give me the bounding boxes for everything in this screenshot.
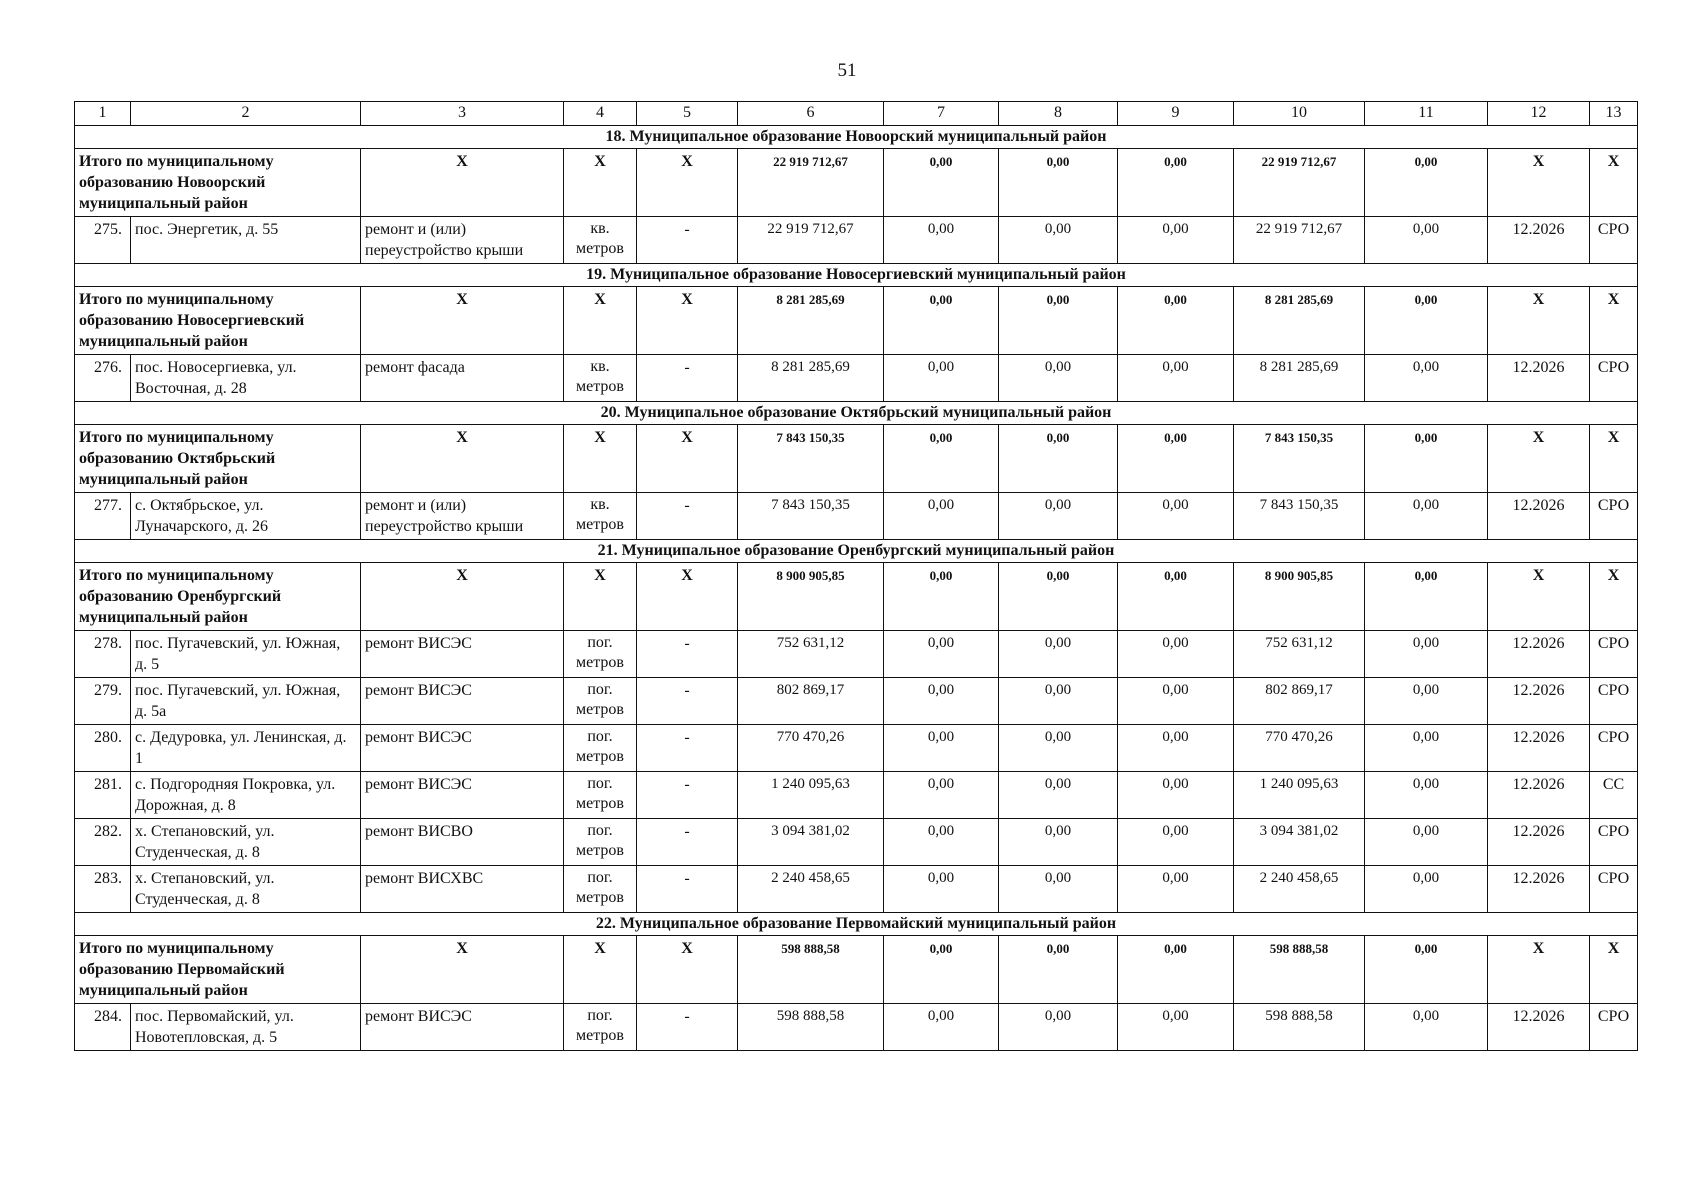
row-col-8: 0,00 bbox=[999, 866, 1118, 913]
total-quantity: X bbox=[637, 563, 738, 631]
total-col-11: 0,00 bbox=[1365, 936, 1488, 1004]
row-address: пос. Пугачевский, ул. Южная, д. 5 bbox=[131, 631, 361, 678]
column-number-13: 13 bbox=[1590, 102, 1638, 126]
row-col-9: 0,00 bbox=[1118, 631, 1234, 678]
row-number: 279. bbox=[75, 678, 131, 725]
row-number: 280. bbox=[75, 725, 131, 772]
section-total-row bbox=[75, 563, 1638, 631]
row-quantity: - bbox=[637, 493, 738, 540]
row-method: СРО bbox=[1590, 631, 1638, 678]
section-title-row bbox=[75, 913, 1638, 936]
row-col-10: 770 470,26 bbox=[1234, 725, 1365, 772]
total-col-8: 0,00 bbox=[999, 936, 1118, 1004]
row-quantity: - bbox=[637, 1004, 738, 1051]
row-col-7: 0,00 bbox=[884, 866, 999, 913]
row-col-11: 0,00 bbox=[1365, 355, 1488, 402]
total-col-10: 8 900 905,85 bbox=[1234, 563, 1365, 631]
row-method: СРО bbox=[1590, 493, 1638, 540]
row-col-8: 0,00 bbox=[999, 819, 1118, 866]
total-col-9: 0,00 bbox=[1118, 287, 1234, 355]
row-col-9: 0,00 bbox=[1118, 1004, 1234, 1051]
row-quantity: - bbox=[637, 217, 738, 264]
row-method: СРО bbox=[1590, 866, 1638, 913]
total-method: X bbox=[1590, 149, 1638, 217]
total-work-type: X bbox=[361, 149, 564, 217]
row-cost: 8 281 285,69 bbox=[738, 355, 884, 402]
total-col-9: 0,00 bbox=[1118, 936, 1234, 1004]
column-number-6: 6 bbox=[738, 102, 884, 126]
table-row bbox=[75, 355, 1638, 402]
section-title: 19. Муниципальное образование Новосергиевский муниципальный район bbox=[75, 264, 1638, 287]
row-col-7: 0,00 bbox=[884, 1004, 999, 1051]
column-number-7: 7 bbox=[884, 102, 999, 126]
total-work-type: X bbox=[361, 563, 564, 631]
row-col-8: 0,00 bbox=[999, 217, 1118, 264]
row-method: СРО bbox=[1590, 1004, 1638, 1051]
row-unit: пог. метров bbox=[564, 772, 637, 819]
total-col-7: 0,00 bbox=[884, 149, 999, 217]
row-col-11: 0,00 bbox=[1365, 866, 1488, 913]
total-date: X bbox=[1488, 287, 1590, 355]
row-address: х. Степановский, ул. Студенческая, д. 8 bbox=[131, 819, 361, 866]
section-title: 22. Муниципальное образование Первомайский муниципальный район bbox=[75, 913, 1638, 936]
total-label: Итого по муниципальному образованию Новоорский муниципальный район bbox=[75, 149, 361, 217]
column-number-10: 10 bbox=[1234, 102, 1365, 126]
row-col-7: 0,00 bbox=[884, 355, 999, 402]
row-completion-date: 12.2026 bbox=[1488, 217, 1590, 264]
row-col-11: 0,00 bbox=[1365, 493, 1488, 540]
row-col-10: 7 843 150,35 bbox=[1234, 493, 1365, 540]
row-completion-date: 12.2026 bbox=[1488, 355, 1590, 402]
row-quantity: - bbox=[637, 678, 738, 725]
total-col-8: 0,00 bbox=[999, 425, 1118, 493]
section-total-row bbox=[75, 149, 1638, 217]
row-work-type: ремонт и (или) переустройство крыши bbox=[361, 217, 564, 264]
row-unit: пог. метров bbox=[564, 725, 637, 772]
row-completion-date: 12.2026 bbox=[1488, 1004, 1590, 1051]
row-col-8: 0,00 bbox=[999, 493, 1118, 540]
column-number-4: 4 bbox=[564, 102, 637, 126]
table-row bbox=[75, 866, 1638, 913]
row-unit: пог. метров bbox=[564, 819, 637, 866]
row-quantity: - bbox=[637, 819, 738, 866]
row-number: 283. bbox=[75, 866, 131, 913]
row-col-7: 0,00 bbox=[884, 493, 999, 540]
row-unit: пог. метров bbox=[564, 866, 637, 913]
total-col-8: 0,00 bbox=[999, 287, 1118, 355]
row-cost: 2 240 458,65 bbox=[738, 866, 884, 913]
table-row bbox=[75, 493, 1638, 540]
row-col-7: 0,00 bbox=[884, 819, 999, 866]
table-row bbox=[75, 217, 1638, 264]
total-work-type: X bbox=[361, 425, 564, 493]
total-col-9: 0,00 bbox=[1118, 149, 1234, 217]
total-col-10: 7 843 150,35 bbox=[1234, 425, 1365, 493]
row-completion-date: 12.2026 bbox=[1488, 493, 1590, 540]
row-col-7: 0,00 bbox=[884, 631, 999, 678]
row-method: СРО bbox=[1590, 678, 1638, 725]
column-number-3: 3 bbox=[361, 102, 564, 126]
row-address: х. Степановский, ул. Студенческая, д. 8 bbox=[131, 866, 361, 913]
total-work-type: X bbox=[361, 936, 564, 1004]
row-col-8: 0,00 bbox=[999, 772, 1118, 819]
row-work-type: ремонт ВИСХВС bbox=[361, 866, 564, 913]
section-total-row bbox=[75, 425, 1638, 493]
row-cost: 22 919 712,67 bbox=[738, 217, 884, 264]
table-row bbox=[75, 819, 1638, 866]
row-col-11: 0,00 bbox=[1365, 631, 1488, 678]
row-address: пос. Пугачевский, ул. Южная, д. 5а bbox=[131, 678, 361, 725]
row-cost: 802 869,17 bbox=[738, 678, 884, 725]
capital-repair-table bbox=[74, 101, 1638, 1051]
total-method: X bbox=[1590, 287, 1638, 355]
total-unit: X bbox=[564, 425, 637, 493]
column-number-9: 9 bbox=[1118, 102, 1234, 126]
row-address: пос. Энергетик, д. 55 bbox=[131, 217, 361, 264]
total-unit: X bbox=[564, 563, 637, 631]
total-cost: 8 900 905,85 bbox=[738, 563, 884, 631]
total-col-7: 0,00 bbox=[884, 563, 999, 631]
column-number-5: 5 bbox=[637, 102, 738, 126]
section-title-row bbox=[75, 540, 1638, 563]
table-row bbox=[75, 725, 1638, 772]
column-number-8: 8 bbox=[999, 102, 1118, 126]
total-quantity: X bbox=[637, 149, 738, 217]
row-col-7: 0,00 bbox=[884, 772, 999, 819]
row-col-10: 2 240 458,65 bbox=[1234, 866, 1365, 913]
row-unit: пог. метров bbox=[564, 631, 637, 678]
total-label: Итого по муниципальному образованию Новосергиевский муниципальный район bbox=[75, 287, 361, 355]
row-col-9: 0,00 bbox=[1118, 725, 1234, 772]
total-date: X bbox=[1488, 936, 1590, 1004]
row-col-9: 0,00 bbox=[1118, 355, 1234, 402]
section-title: 21. Муниципальное образование Оренбургский муниципальный район bbox=[75, 540, 1638, 563]
row-number: 275. bbox=[75, 217, 131, 264]
total-cost: 22 919 712,67 bbox=[738, 149, 884, 217]
row-work-type: ремонт ВИСЭС bbox=[361, 678, 564, 725]
column-number-12: 12 bbox=[1488, 102, 1590, 126]
total-col-9: 0,00 bbox=[1118, 425, 1234, 493]
total-work-type: X bbox=[361, 287, 564, 355]
row-completion-date: 12.2026 bbox=[1488, 819, 1590, 866]
row-method: СРО bbox=[1590, 217, 1638, 264]
total-date: X bbox=[1488, 563, 1590, 631]
row-completion-date: 12.2026 bbox=[1488, 725, 1590, 772]
total-col-11: 0,00 bbox=[1365, 287, 1488, 355]
row-quantity: - bbox=[637, 866, 738, 913]
row-method: СРО bbox=[1590, 819, 1638, 866]
row-completion-date: 12.2026 bbox=[1488, 678, 1590, 725]
row-unit: кв. метров bbox=[564, 493, 637, 540]
table-row bbox=[75, 678, 1638, 725]
row-unit: кв. метров bbox=[564, 355, 637, 402]
row-quantity: - bbox=[637, 772, 738, 819]
row-address: с. Подгородняя Покровка, ул. Дорожная, д. 8 bbox=[131, 772, 361, 819]
column-number-2: 2 bbox=[131, 102, 361, 126]
row-cost: 7 843 150,35 bbox=[738, 493, 884, 540]
row-quantity: - bbox=[637, 631, 738, 678]
row-completion-date: 12.2026 bbox=[1488, 631, 1590, 678]
row-col-10: 802 869,17 bbox=[1234, 678, 1365, 725]
total-col-11: 0,00 bbox=[1365, 563, 1488, 631]
row-col-11: 0,00 bbox=[1365, 217, 1488, 264]
total-label: Итого по муниципальному образованию Октябрьский муниципальный район bbox=[75, 425, 361, 493]
table-row bbox=[75, 631, 1638, 678]
row-col-10: 598 888,58 bbox=[1234, 1004, 1365, 1051]
row-number: 282. bbox=[75, 819, 131, 866]
row-work-type: ремонт и (или) переустройство крыши bbox=[361, 493, 564, 540]
row-cost: 752 631,12 bbox=[738, 631, 884, 678]
total-col-11: 0,00 bbox=[1365, 149, 1488, 217]
row-work-type: ремонт ВИСВО bbox=[361, 819, 564, 866]
total-cost: 598 888,58 bbox=[738, 936, 884, 1004]
row-number: 278. bbox=[75, 631, 131, 678]
row-cost: 3 094 381,02 bbox=[738, 819, 884, 866]
total-col-10: 598 888,58 bbox=[1234, 936, 1365, 1004]
row-quantity: - bbox=[637, 725, 738, 772]
row-col-8: 0,00 bbox=[999, 678, 1118, 725]
column-number-11: 11 bbox=[1365, 102, 1488, 126]
total-quantity: X bbox=[637, 425, 738, 493]
row-cost: 770 470,26 bbox=[738, 725, 884, 772]
total-method: X bbox=[1590, 563, 1638, 631]
row-completion-date: 12.2026 bbox=[1488, 772, 1590, 819]
total-col-7: 0,00 bbox=[884, 287, 999, 355]
row-col-10: 752 631,12 bbox=[1234, 631, 1365, 678]
page-number: 51 bbox=[837, 60, 857, 81]
row-work-type: ремонт ВИСЭС bbox=[361, 631, 564, 678]
row-work-type: ремонт ВИСЭС bbox=[361, 1004, 564, 1051]
total-col-7: 0,00 bbox=[884, 425, 999, 493]
section-total-row bbox=[75, 287, 1638, 355]
row-unit: пог. метров bbox=[564, 678, 637, 725]
row-unit: кв. метров bbox=[564, 217, 637, 264]
row-col-9: 0,00 bbox=[1118, 493, 1234, 540]
total-quantity: X bbox=[637, 936, 738, 1004]
total-method: X bbox=[1590, 425, 1638, 493]
row-col-10: 3 094 381,02 bbox=[1234, 819, 1365, 866]
row-method: СС bbox=[1590, 772, 1638, 819]
table-row bbox=[75, 1004, 1638, 1051]
row-col-11: 0,00 bbox=[1365, 725, 1488, 772]
total-date: X bbox=[1488, 425, 1590, 493]
total-unit: X bbox=[564, 149, 637, 217]
row-work-type: ремонт фасада bbox=[361, 355, 564, 402]
row-col-9: 0,00 bbox=[1118, 217, 1234, 264]
row-col-8: 0,00 bbox=[999, 1004, 1118, 1051]
row-cost: 598 888,58 bbox=[738, 1004, 884, 1051]
total-cost: 8 281 285,69 bbox=[738, 287, 884, 355]
row-address: с. Октябрьское, ул. Луначарского, д. 26 bbox=[131, 493, 361, 540]
total-method: X bbox=[1590, 936, 1638, 1004]
row-col-9: 0,00 bbox=[1118, 772, 1234, 819]
row-col-7: 0,00 bbox=[884, 678, 999, 725]
total-col-9: 0,00 bbox=[1118, 563, 1234, 631]
section-title-row bbox=[75, 402, 1638, 425]
row-number: 281. bbox=[75, 772, 131, 819]
row-col-9: 0,00 bbox=[1118, 678, 1234, 725]
row-col-11: 0,00 bbox=[1365, 772, 1488, 819]
section-title: 18. Муниципальное образование Новоорский муниципальный район bbox=[75, 126, 1638, 149]
row-method: СРО bbox=[1590, 725, 1638, 772]
row-col-7: 0,00 bbox=[884, 725, 999, 772]
row-col-10: 22 919 712,67 bbox=[1234, 217, 1365, 264]
total-col-8: 0,00 bbox=[999, 563, 1118, 631]
row-cost: 1 240 095,63 bbox=[738, 772, 884, 819]
row-method: СРО bbox=[1590, 355, 1638, 402]
row-col-8: 0,00 bbox=[999, 631, 1118, 678]
total-col-11: 0,00 bbox=[1365, 425, 1488, 493]
total-cost: 7 843 150,35 bbox=[738, 425, 884, 493]
row-work-type: ремонт ВИСЭС bbox=[361, 725, 564, 772]
row-col-10: 8 281 285,69 bbox=[1234, 355, 1365, 402]
row-col-9: 0,00 bbox=[1118, 819, 1234, 866]
row-address: с. Дедуровка, ул. Ленинская, д. 1 bbox=[131, 725, 361, 772]
total-date: X bbox=[1488, 149, 1590, 217]
section-title-row bbox=[75, 126, 1638, 149]
total-col-8: 0,00 bbox=[999, 149, 1118, 217]
row-unit: пог. метров bbox=[564, 1004, 637, 1051]
section-title: 20. Муниципальное образование Октябрьский муниципальный район bbox=[75, 402, 1638, 425]
row-number: 284. bbox=[75, 1004, 131, 1051]
total-label: Итого по муниципальному образованию Оренбургский муниципальный район bbox=[75, 563, 361, 631]
column-number-1: 1 bbox=[75, 102, 131, 126]
total-col-10: 22 919 712,67 bbox=[1234, 149, 1365, 217]
row-completion-date: 12.2026 bbox=[1488, 866, 1590, 913]
row-col-8: 0,00 bbox=[999, 355, 1118, 402]
row-col-11: 0,00 bbox=[1365, 819, 1488, 866]
row-col-8: 0,00 bbox=[999, 725, 1118, 772]
row-quantity: - bbox=[637, 355, 738, 402]
row-address: пос. Новосергиевка, ул. Восточная, д. 28 bbox=[131, 355, 361, 402]
section-title-row bbox=[75, 264, 1638, 287]
row-address: пос. Первомайский, ул. Новотепловская, д. 5 bbox=[131, 1004, 361, 1051]
total-col-7: 0,00 bbox=[884, 936, 999, 1004]
row-number: 277. bbox=[75, 493, 131, 540]
row-col-11: 0,00 bbox=[1365, 678, 1488, 725]
row-work-type: ремонт ВИСЭС bbox=[361, 772, 564, 819]
table-row bbox=[75, 772, 1638, 819]
total-label: Итого по муниципальному образованию Первомайский муниципальный район bbox=[75, 936, 361, 1004]
row-col-10: 1 240 095,63 bbox=[1234, 772, 1365, 819]
row-number: 276. bbox=[75, 355, 131, 402]
total-col-10: 8 281 285,69 bbox=[1234, 287, 1365, 355]
row-col-9: 0,00 bbox=[1118, 866, 1234, 913]
column-number-row bbox=[75, 102, 1638, 126]
row-col-7: 0,00 bbox=[884, 217, 999, 264]
total-unit: X bbox=[564, 936, 637, 1004]
total-unit: X bbox=[564, 287, 637, 355]
row-col-11: 0,00 bbox=[1365, 1004, 1488, 1051]
section-total-row bbox=[75, 936, 1638, 1004]
table-body bbox=[75, 102, 1638, 1051]
total-quantity: X bbox=[637, 287, 738, 355]
